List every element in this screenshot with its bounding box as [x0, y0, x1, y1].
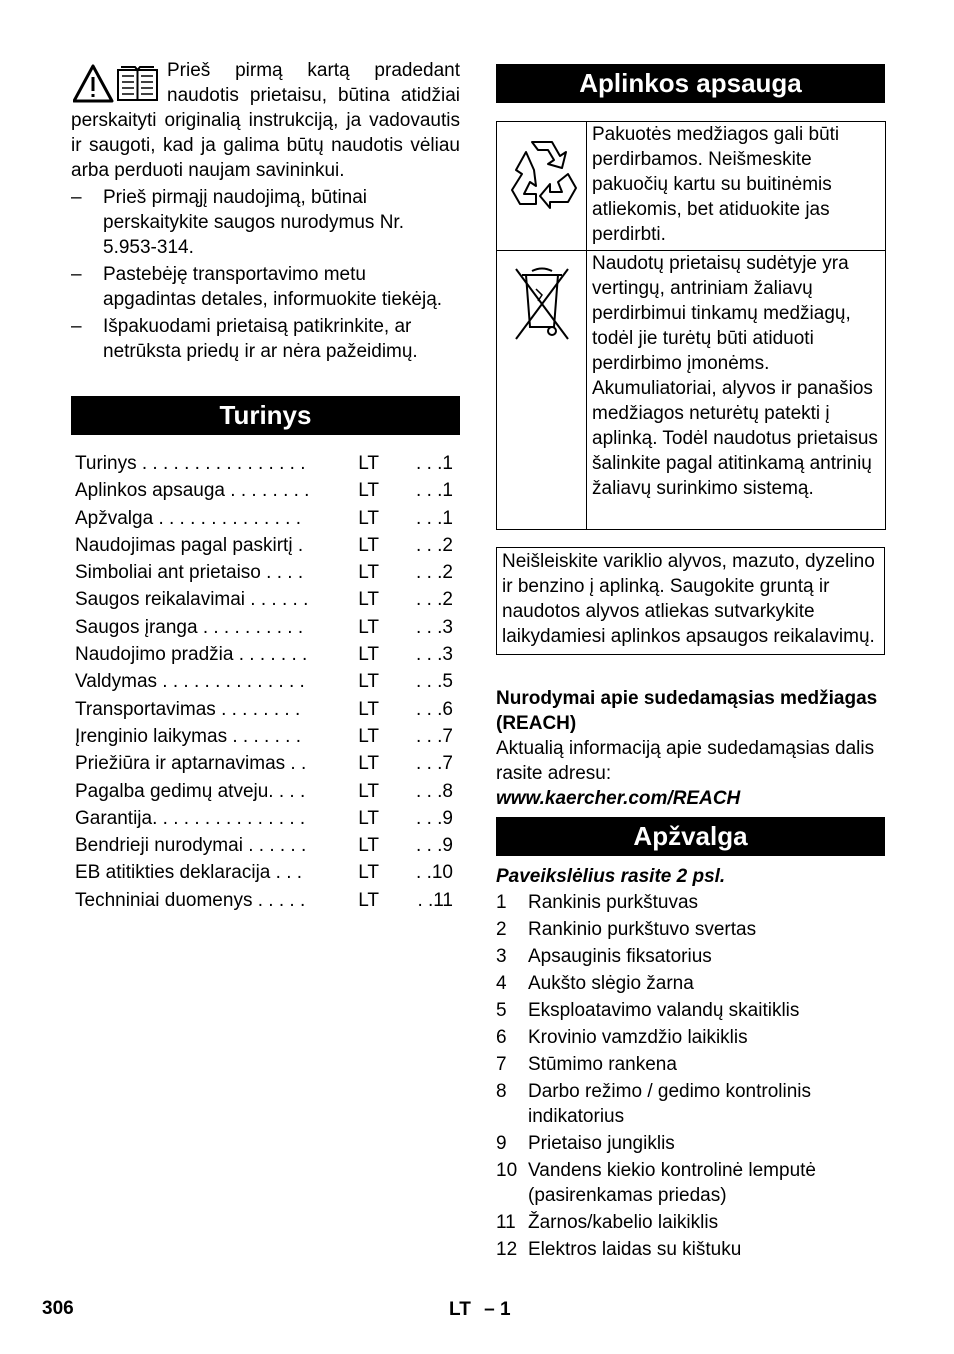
toc-list	[75, 450, 460, 914]
table-row	[497, 122, 885, 250]
toc-lang: LT	[358, 562, 379, 584]
toc-row[interactable]	[75, 450, 460, 477]
toc-lang: LT	[358, 725, 379, 747]
toc-row[interactable]	[75, 559, 460, 586]
environment-heading: Aplinkos apsauga	[496, 64, 885, 103]
intro-section	[71, 58, 460, 364]
list-item	[496, 1052, 885, 1077]
toc-row[interactable]	[75, 614, 460, 641]
overview-list	[496, 890, 885, 1264]
item-number: 9	[496, 1133, 507, 1154]
toc-lang: LT	[358, 807, 379, 829]
toc-title: Saugos įranga . . . . . . . . . .	[75, 616, 304, 638]
toc-page: . . .5	[416, 671, 453, 693]
intro-text: Prieš pirmą kartą pradedant naudotis prietaisu, būtina atidžiai perskaityti originalią instrukciją, ja vadovautis ir saugoti, kad ja galima būtų naudotis vėliau arba perduoti naujam savininkui.	[71, 60, 460, 181]
toc-row[interactable]	[75, 641, 460, 668]
reach-section	[496, 736, 885, 811]
toc-row[interactable]	[75, 586, 460, 613]
toc-page: . . .2	[416, 589, 453, 611]
list-item	[496, 1158, 885, 1208]
environment-text: Pakuotės medžiagos gali būti perdirbamos. Neišmeskite pakuočių kartu su buitinėmis atliekomis, bet atiduokite jas perdirbti.	[592, 124, 840, 245]
toc-page: . . .3	[416, 616, 453, 638]
toc-title: Transportavimas . . . . . . . .	[75, 698, 301, 720]
page-marker: – 1	[484, 1299, 511, 1320]
list-item: – Išpakuodami prietaisą patikrinkite, ar netrūksta priedų ir ar nėra pažeidimų.	[71, 316, 418, 362]
toc-row[interactable]	[75, 505, 460, 532]
list-item	[496, 1079, 885, 1129]
page-number: 306	[42, 1298, 74, 1319]
toc-page: . . .1	[416, 480, 453, 502]
item-text: Vandens kiekio kontrolinė lemputė (pasirenkamas priedas)	[528, 1160, 816, 1206]
toc-lang: LT	[358, 889, 379, 911]
toc-row[interactable]	[75, 723, 460, 750]
toc-lang: LT	[358, 644, 379, 666]
item-number: 11	[496, 1212, 516, 1233]
toc-page: . . .9	[416, 807, 453, 829]
bullet-dash: –	[71, 187, 82, 208]
item-text: Rankinis purkštuvas	[528, 892, 699, 913]
list-item: – Prieš pirmąjį naudojimą, būtinai perskaitykite saugos nurodymus Nr. 5.953-314.	[71, 187, 404, 258]
bullet-dash: –	[71, 316, 82, 337]
item-text: Apsauginis fiksatorius	[528, 946, 712, 967]
item-text: Prietaiso jungiklis	[528, 1133, 675, 1154]
toc-title: Turinys . . . . . . . . . . . . . . . .	[75, 453, 306, 474]
overview-subheading: Paveikslėlius rasite 2 psl.	[496, 866, 726, 887]
toc-page: . . .1	[416, 507, 453, 529]
toc-lang: LT	[358, 780, 379, 802]
bullet-dash: –	[71, 264, 82, 285]
table-row	[497, 250, 885, 529]
item-number: 6	[496, 1027, 507, 1048]
toc-lang: LT	[358, 507, 379, 529]
toc-title: Simboliai ant prietaiso . . . .	[75, 562, 304, 584]
toc-title: Pagalba gedimų atveju. . . .	[75, 780, 306, 802]
list-item	[496, 1025, 885, 1050]
recycle-icon	[497, 122, 587, 250]
toc-title: Apžvalga . . . . . . . . . . . . . .	[75, 507, 301, 529]
reach-text: Aktualią informaciją apie sudedamąsias dalis rasite adresu:	[496, 738, 875, 784]
item-text: Žarnos/kabelio laikiklis	[528, 1212, 719, 1233]
item-number: 2	[496, 919, 507, 940]
list-item	[496, 917, 885, 942]
overview-heading: Apžvalga	[496, 817, 885, 856]
list-item	[496, 971, 885, 996]
toc-lang: LT	[358, 534, 379, 556]
toc-row[interactable]	[75, 859, 460, 886]
toc-lang: LT	[358, 862, 379, 884]
toc-page: . . .1	[416, 453, 453, 474]
toc-lang: LT	[358, 698, 379, 720]
toc-title: Saugos reikalavimai . . . . . .	[75, 589, 309, 611]
toc-page: . . .8	[416, 780, 453, 802]
toc-row[interactable]	[75, 778, 460, 805]
toc-title: Garantija. . . . . . . . . . . . . . .	[75, 807, 306, 829]
toc-page: . . .2	[416, 562, 453, 584]
toc-lang: LT	[358, 616, 379, 638]
crossed-bin-icon	[497, 251, 587, 529]
item-number: 5	[496, 1000, 507, 1021]
toc-row[interactable]	[75, 887, 460, 914]
toc-title: Bendrieji nurodymai . . . . . .	[75, 835, 307, 857]
toc-page: . . .6	[416, 698, 453, 720]
environment-table	[496, 121, 886, 530]
item-number: 12	[496, 1239, 518, 1260]
item-text: Eksploatavimo valandų skaitiklis	[528, 1000, 800, 1021]
toc-page: . . .9	[416, 835, 453, 857]
toc-row[interactable]	[75, 477, 460, 504]
toc-lang: LT	[358, 753, 379, 775]
toc-title: Įrenginio laikymas . . . . . . .	[75, 725, 301, 747]
toc-row[interactable]	[75, 668, 460, 695]
list-item	[496, 1210, 885, 1235]
item-number: 10	[496, 1160, 518, 1181]
toc-heading: Turinys	[71, 396, 460, 435]
toc-page: . . .7	[416, 753, 453, 775]
toc-row[interactable]	[75, 832, 460, 859]
item-number: 1	[496, 892, 507, 913]
page-lang: LT	[449, 1299, 471, 1320]
reach-link[interactable]: www.kaercher.com/REACH	[496, 788, 741, 809]
toc-title: Valdymas . . . . . . . . . . . . . .	[75, 671, 305, 693]
item-text: Elektros laidas su kištuku	[528, 1239, 742, 1260]
toc-row[interactable]	[75, 696, 460, 723]
toc-row[interactable]	[75, 750, 460, 777]
intro-paragraph	[71, 58, 460, 183]
toc-title: Naudojimo pradžia . . . . . . .	[75, 644, 308, 666]
toc-page: . .11	[417, 889, 453, 911]
item-text: Darbo režimo / gedimo kontrolinis indikatorius	[528, 1081, 812, 1127]
toc-lang: LT	[358, 453, 379, 474]
toc-lang: LT	[358, 480, 379, 502]
list-item	[496, 998, 885, 1023]
toc-row[interactable]	[75, 805, 460, 832]
list-item	[496, 944, 885, 969]
toc-lang: LT	[358, 589, 379, 611]
item-number: 7	[496, 1054, 507, 1075]
toc-title: Techniniai duomenys . . . . .	[75, 889, 306, 911]
item-number: 4	[496, 973, 507, 994]
toc-page: . . .2	[416, 534, 453, 556]
toc-title: Priežiūra ir aptarnavimas . .	[75, 753, 307, 775]
toc-page: . . .7	[416, 725, 453, 747]
page-label	[449, 1297, 511, 1322]
list-item	[496, 1237, 885, 1262]
list-item	[496, 890, 885, 915]
toc-lang: LT	[358, 835, 379, 857]
list-item: – Pastebėję transportavimo metu apgadintas detales, informuokite tiekėją.	[71, 264, 443, 310]
toc-page: . . .3	[416, 644, 453, 666]
item-number: 3	[496, 946, 507, 967]
toc-title: Aplinkos apsauga . . . . . . . .	[75, 480, 310, 502]
toc-title: Naudojimas pagal paskirtį .	[75, 534, 304, 556]
item-text: Stūmimo rankena	[528, 1054, 677, 1075]
list-item	[496, 1131, 885, 1156]
item-text: Aukšto slėgio žarna	[528, 973, 694, 994]
item-number: 8	[496, 1081, 507, 1102]
item-text: Rankinio purkštuvo svertas	[528, 919, 757, 940]
intro-bullets	[71, 185, 460, 364]
toc-row[interactable]	[75, 532, 460, 559]
reach-heading: Nurodymai apie sudedamąsias medžiagas (REACH)	[496, 688, 878, 734]
toc-title: EB atitikties deklaracija . . .	[75, 862, 303, 884]
toc-lang: LT	[358, 671, 379, 693]
item-text: Krovinio vamzdžio laikiklis	[528, 1027, 748, 1048]
oil-notice: Neišleiskite variklio alyvos, mazuto, dyzelino ir benzino į aplinką. Saugokite gruntą ir naudotos alyvos atliekas sutvarkykite laikydamiesi aplinkos apsaugos reikalavimų.	[496, 547, 885, 655]
toc-page: . .10	[416, 862, 453, 884]
environment-text: Naudotų prietaisų sudėtyje yra vertingų, antriniam žaliavų perdirbimui tinkamų medžiagų, todėl jie turėtų būti atiduoti perdirbimo įmonėms. Akumuliatoriai, alyvos ir panašios medžiagos neturėtų patekti į aplinką. Todėl naudotus prietaisus šalinkite pagal atitinkamą antrinių žaliavų surinkimo sistemą.	[592, 253, 878, 499]
